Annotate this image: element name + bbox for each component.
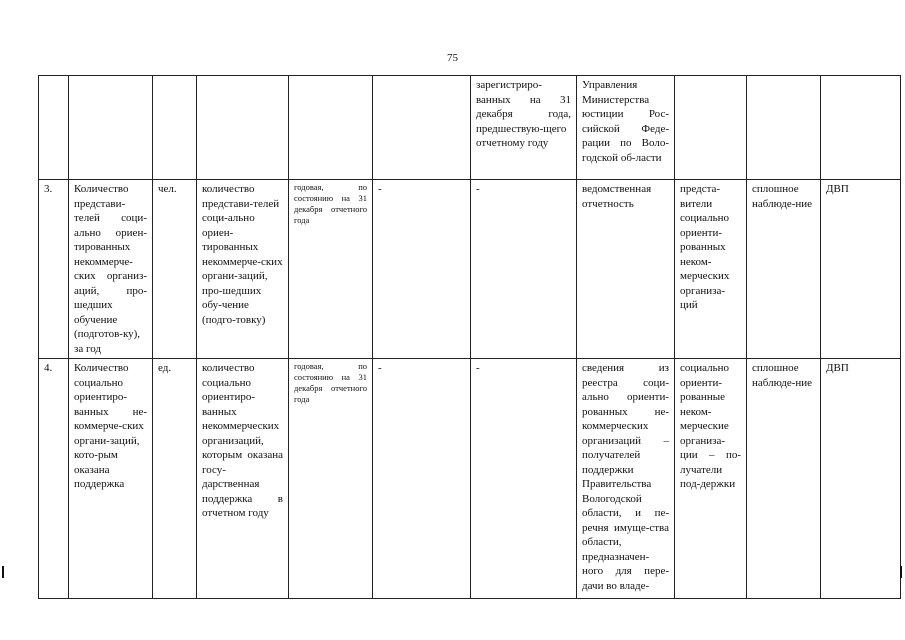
indicator-name-cell: Количество социально ориентиро-ванных не-коммерче-ских органи-заций, кото-рым оказана поддержка (69, 359, 153, 599)
periodicity-cell: годовая, по состоянию на 31 декабря отчетного года (289, 180, 373, 359)
table-cell (289, 76, 373, 180)
method-cell: сплошное наблюде-ние (747, 180, 821, 359)
table-cell (153, 76, 197, 180)
responsible-cell: ДВП (821, 180, 901, 359)
table-cell (39, 76, 69, 180)
periodicity-cell: годовая, по состоянию на 31 декабря отчетного года (289, 359, 373, 599)
table-cell (69, 76, 153, 180)
method-cell: сплошное наблюде-ние (747, 359, 821, 599)
indicator-name-cell: Количество представи-телей соци-ально ориен-тированных некоммерче-ских организ-аций, про-шедших обучение (подготов-ку), за год (69, 180, 153, 359)
table-cell: - (373, 180, 471, 359)
table-row-continuation (39, 76, 901, 180)
source-cell: сведения из реестра соци-ально ориенти-рованных не-коммерческих организаций – получателей поддержки Правительства Вологодской области, и пе-речня имуще-ства области, предназначен-ного для пере-дачи во владе- (577, 359, 675, 599)
table-cell (821, 76, 901, 180)
table-cell: - (373, 359, 471, 599)
scan-edge-mark (900, 566, 902, 578)
source-cell: ведомственная отчетность (577, 180, 675, 359)
unit-cell: ед. (153, 359, 197, 599)
table-cell: - (471, 359, 577, 599)
table-cell (197, 76, 289, 180)
scan-edge-mark (2, 566, 4, 578)
table-cell (747, 76, 821, 180)
table-cell: зарегистриро-ванных на 31 декабря года, предшествую-щего отчетному году (471, 76, 577, 180)
definition-cell: количество социально ориентиро-ванных некоммерческих организаций, которым оказана госу-дарственная поддержка в отчетном году (197, 359, 289, 599)
table-cell (373, 76, 471, 180)
table-cell (675, 76, 747, 180)
table-cell: - (471, 180, 577, 359)
object-cell: предста-вители социально ориенти-рованных неком-мерческих организа-ций (675, 180, 747, 359)
page-number: 75 (447, 52, 458, 64)
object-cell: социально ориенти-рованные неком-мерческие организа-ции – по-лучатели под-держки (675, 359, 747, 599)
table-row (39, 359, 901, 599)
table-cell: Управления Министерства юстиции Рос-сийской Феде-рации по Воло-годской об-ласти (577, 76, 675, 180)
table-row (39, 180, 901, 359)
unit-cell: чел. (153, 180, 197, 359)
row-number-cell: 3. (39, 180, 69, 359)
indicators-table (38, 75, 901, 599)
row-number-cell: 4. (39, 359, 69, 599)
responsible-cell: ДВП (821, 359, 901, 599)
definition-cell: количество представи-телей соци-ально ориен-тированных некоммерче-ских органи-заций, про-шедших обу-чение (подго-товку) (197, 180, 289, 359)
